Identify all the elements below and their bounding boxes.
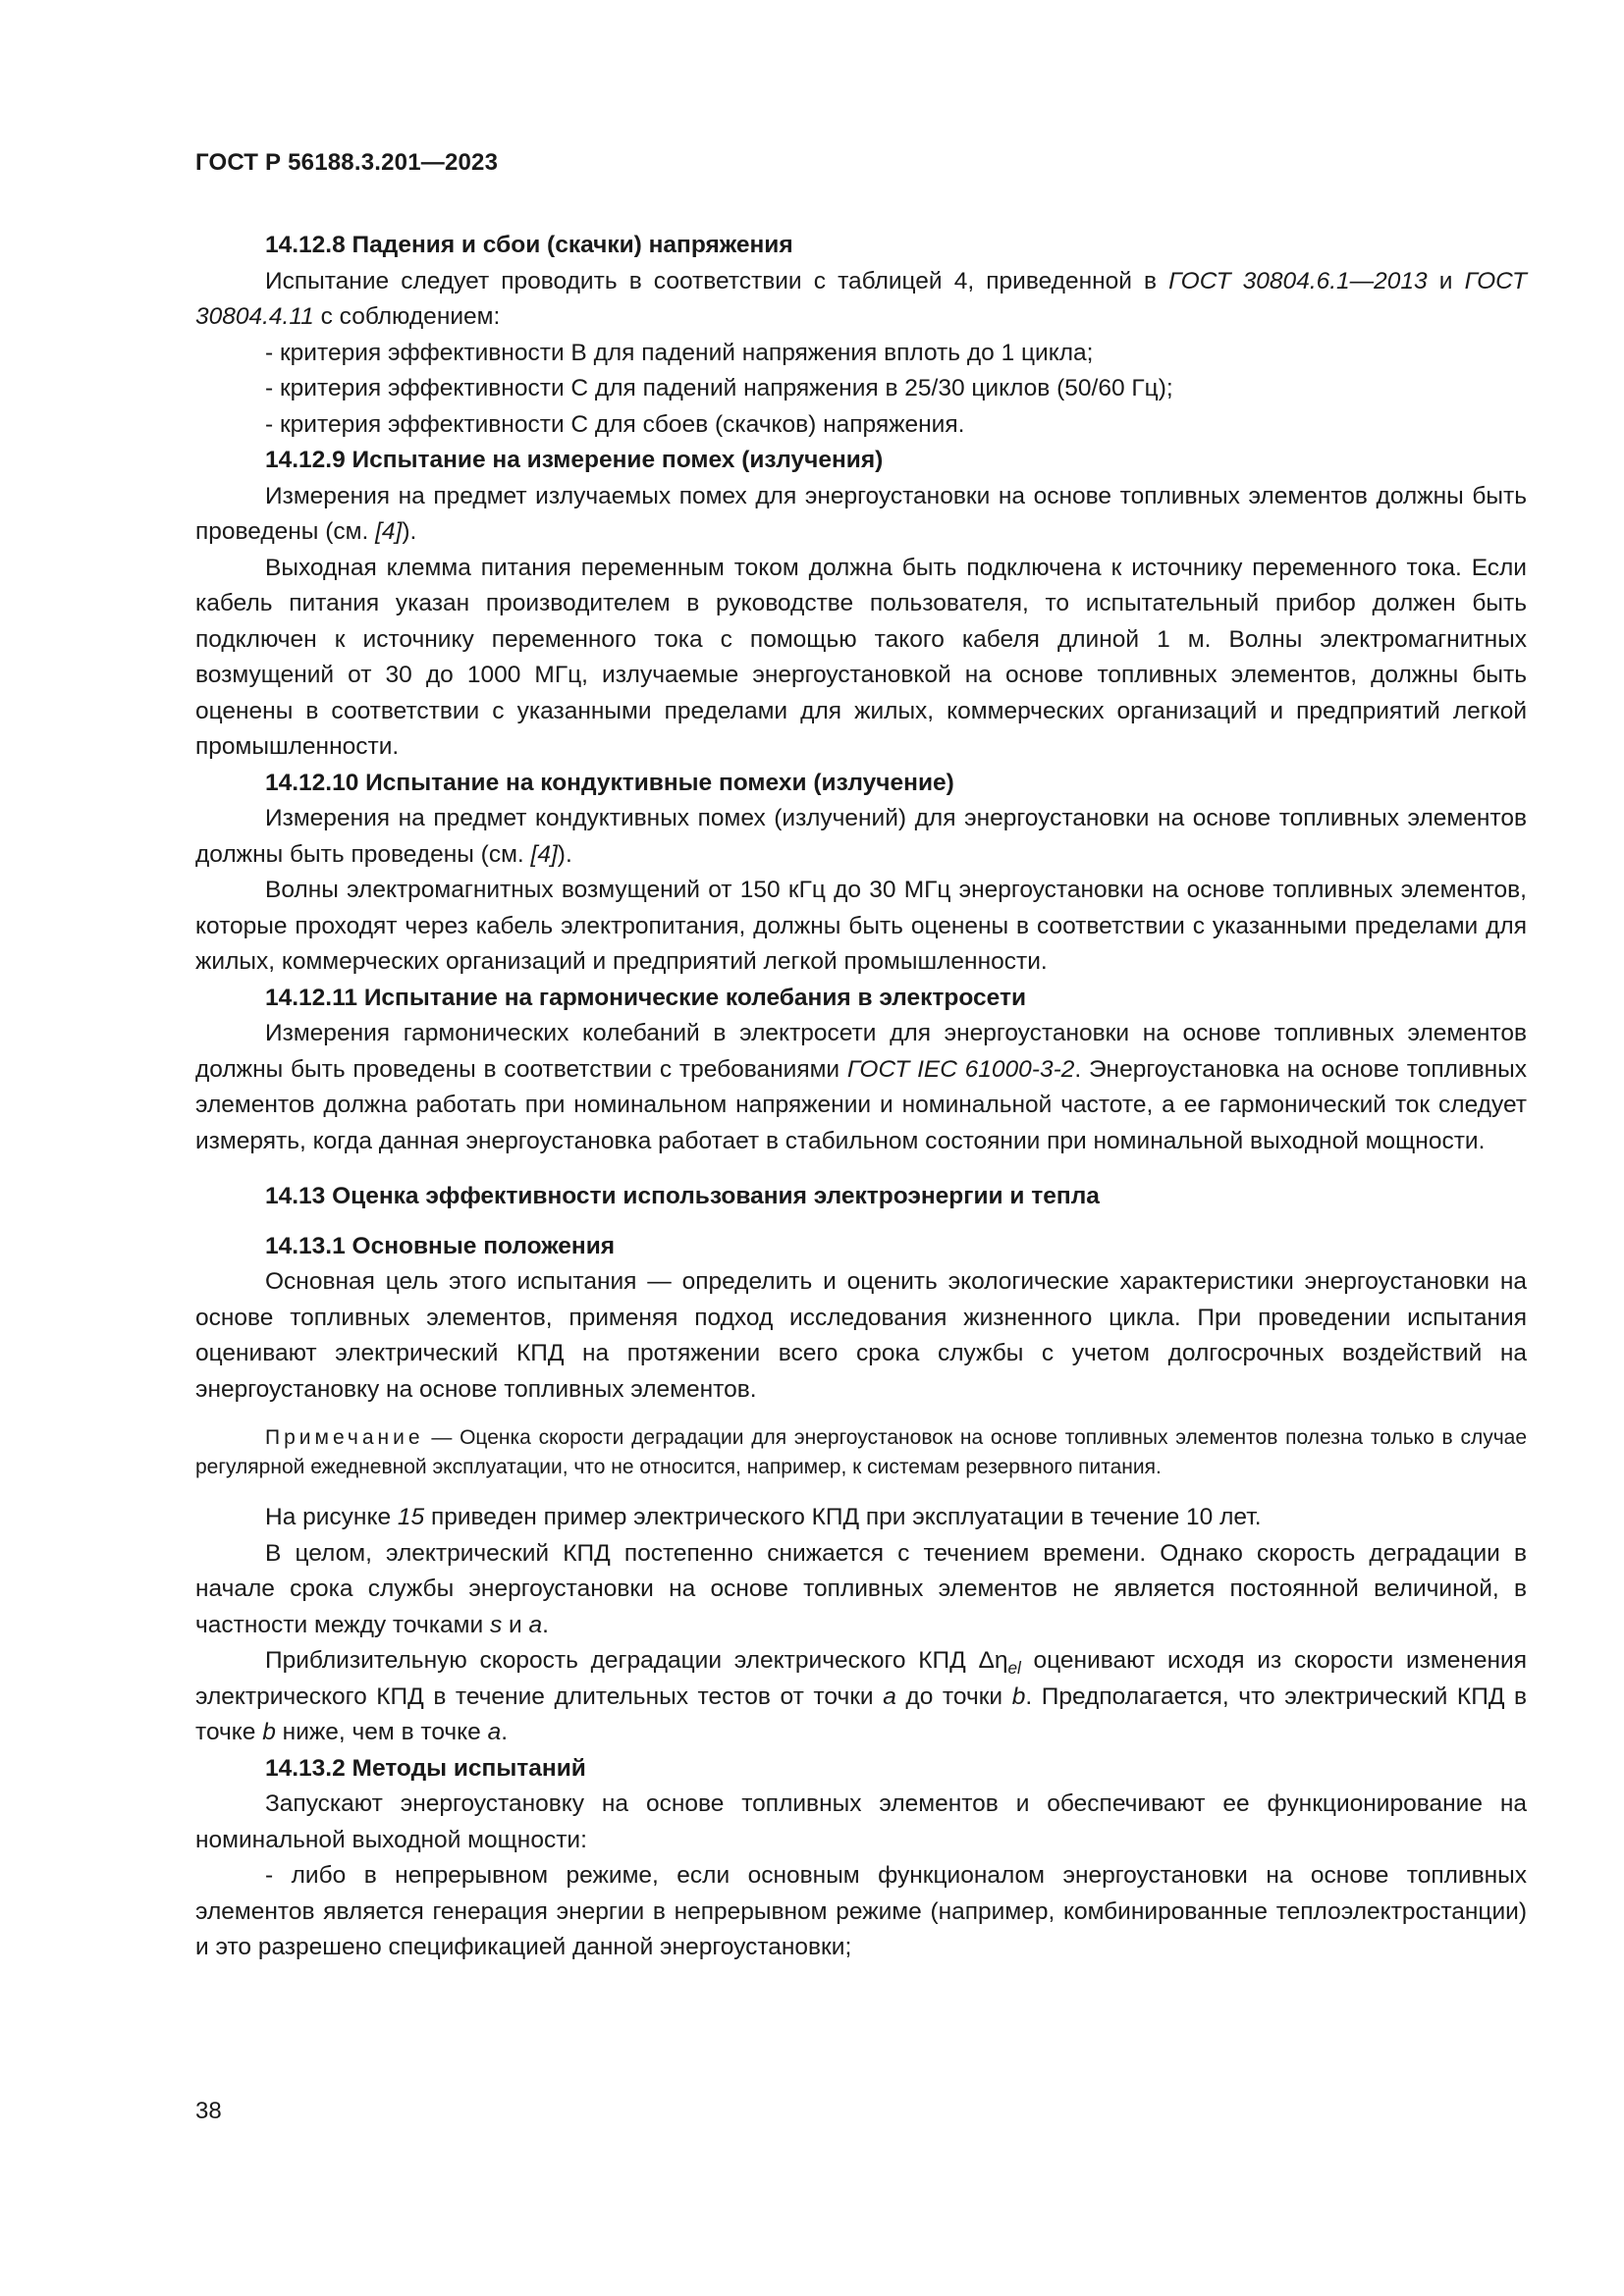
paragraph: Запускают энергоустановку на основе топливных элементов и обеспечивают ее функционирование на номинальной выходной мощности: xyxy=(195,1790,1527,1853)
figure-reference: 15 xyxy=(397,1504,425,1530)
efficiency-symbol: $\Delta\eta_{el}$ xyxy=(978,1647,1021,1678)
paragraph: Выходная клемма питания переменным током должна быть подключена к источнику переменного тока. Если кабель питания указан производителем в руководстве пользователя, то испытательный прибор должен быть подключен к источнику переменного тока с помощью такого кабеля длиной 1 м. Волны электромагнитных возмущений от 30 до 1000 МГц, излучаемые энергоустановкой на основе топливных элементов, должны быть оценены в соответствии с указанными пределами для жилых, коммерческих организаций и предприятий легкой промышленности. xyxy=(195,554,1527,760)
paragraph: Измерения гармонических колебаний в электросети для энергоустановки на основе топливных элементов должны быть проведены в соответствии с требованиями ГОСТ IEC 61000-3-2. Энергоустановка на основе топливных элементов должна работать при номинальном напряжении и номинальной частоте, а ее гармонический ток следует измерять, когда данная энергоустановка работает в стабильном состоянии при номинальной выходной мощности. xyxy=(195,1020,1527,1154)
standard-reference: ГОСТ 30804.4.11 xyxy=(195,267,1527,330)
paragraph: В целом, электрический КПД постепенно снижается с течением времени. Однако скорость деградации в начале срока службы энергоустановки на основе топливных элементов не является постоянной величиной, в частности между точками s и a. xyxy=(195,1539,1527,1638)
heading-14-12-11: 14.12.11 Испытание на гармонические колебания в электросети xyxy=(265,984,1027,1011)
paragraph: Приблизительную скорость деградации электрического КПД $\Delta\eta_{el}$ оценивают исходя из скорости изменения электрического КПД в течение длительных тестов от точки a до точки b. Предполагается, что электрический КПД в точке b ниже, чем в точке a. xyxy=(195,1647,1527,1745)
heading-14-13: 14.13 Оценка эффективности использования электроэнергии и тепла xyxy=(265,1183,1100,1209)
paragraph: Испытание следует проводить в соответствии с таблицей 4, приведенной в ГОСТ 30804.6.1—2013 и ГОСТ 30804.4.11 с соблюдением: xyxy=(195,267,1527,330)
standard-reference: ГОСТ IEC 61000-3-2 xyxy=(846,1055,1075,1083)
heading-14-12-10: 14.12.10 Испытание на кондуктивные помехи (излучение) xyxy=(265,769,954,796)
document-code-header: ГОСТ Р 56188.3.201—2023 xyxy=(195,149,499,176)
bibliography-reference: [4] xyxy=(530,840,558,868)
note-text: — Оценка скорости деградации для энергоустановок на основе топливных элементов полезна только в случае регулярной ежедневной эксплуатации, что не относится, например, к системам резервного питания. xyxy=(195,1426,1527,1478)
page-number: 38 xyxy=(195,2098,222,2124)
list-item: - либо в непрерывном режиме, если основным функционалом энергоустановки на основе топливных элементов является генерация энергии в непрерывном режиме (например, комбинированные теплоэлектростанции) и это разрешено спецификацией данной энергоустановки; xyxy=(195,1862,1527,1960)
note-label: Примечание xyxy=(265,1426,424,1449)
bibliography-reference: [4] xyxy=(375,518,403,545)
heading-14-13-2: 14.13.2 Методы испытаний xyxy=(265,1754,586,1782)
list-item: - критерия эффективности С для сбоев (скачков) напряжения. xyxy=(265,410,965,438)
heading-14-12-8: 14.12.8 Падения и сбои (скачки) напряжения xyxy=(265,232,793,258)
paragraph: На рисунке 15 приведен пример электрического КПД при эксплуатации в течение 10 лет. xyxy=(265,1504,1262,1530)
list-item: - критерия эффективности С для падений напряжения в 25/30 циклов (50/60 Гц); xyxy=(265,375,1173,401)
paragraph: Основная цель этого испытания — определить и оценить экологические характеристики энергоустановки на основе топливных элементов, применяя подход исследования жизненного цикла. При проведении испытания оценивают электрический КПД на протяжении всего срока службы с учетом долгосрочных воздействий на энергоустановку на основе топливных элементов. xyxy=(195,1268,1527,1403)
page-content xyxy=(195,228,1527,1966)
heading-14-12-9: 14.12.9 Испытание на измерение помех (излучения) xyxy=(265,447,884,473)
standard-reference: ГОСТ 30804.6.1—2013 xyxy=(1168,267,1428,294)
paragraph: Измерения на предмет излучаемых помех для энергоустановки на основе топливных элементов должны быть проведены (см. [4]). xyxy=(195,482,1527,545)
paragraph: Измерения на предмет кондуктивных помех (излучений) для энергоустановки на основе топливных элементов должны быть проведены (см. [4]). xyxy=(195,805,1527,868)
list-item: - критерия эффективности В для падений напряжения вплоть до 1 цикла; xyxy=(265,339,1094,366)
note xyxy=(195,1423,1527,1482)
paragraph: Волны электромагнитных возмущений от 150 кГц до 30 МГц энергоустановки на основе топливных элементов, которые проходят через кабель электропитания, должны быть оценены в соответствии с указанными пределами для жилых, коммерческих организаций и предприятий легкой промышленности. xyxy=(195,877,1527,975)
heading-14-13-1: 14.13.1 Основные положения xyxy=(265,1232,616,1259)
